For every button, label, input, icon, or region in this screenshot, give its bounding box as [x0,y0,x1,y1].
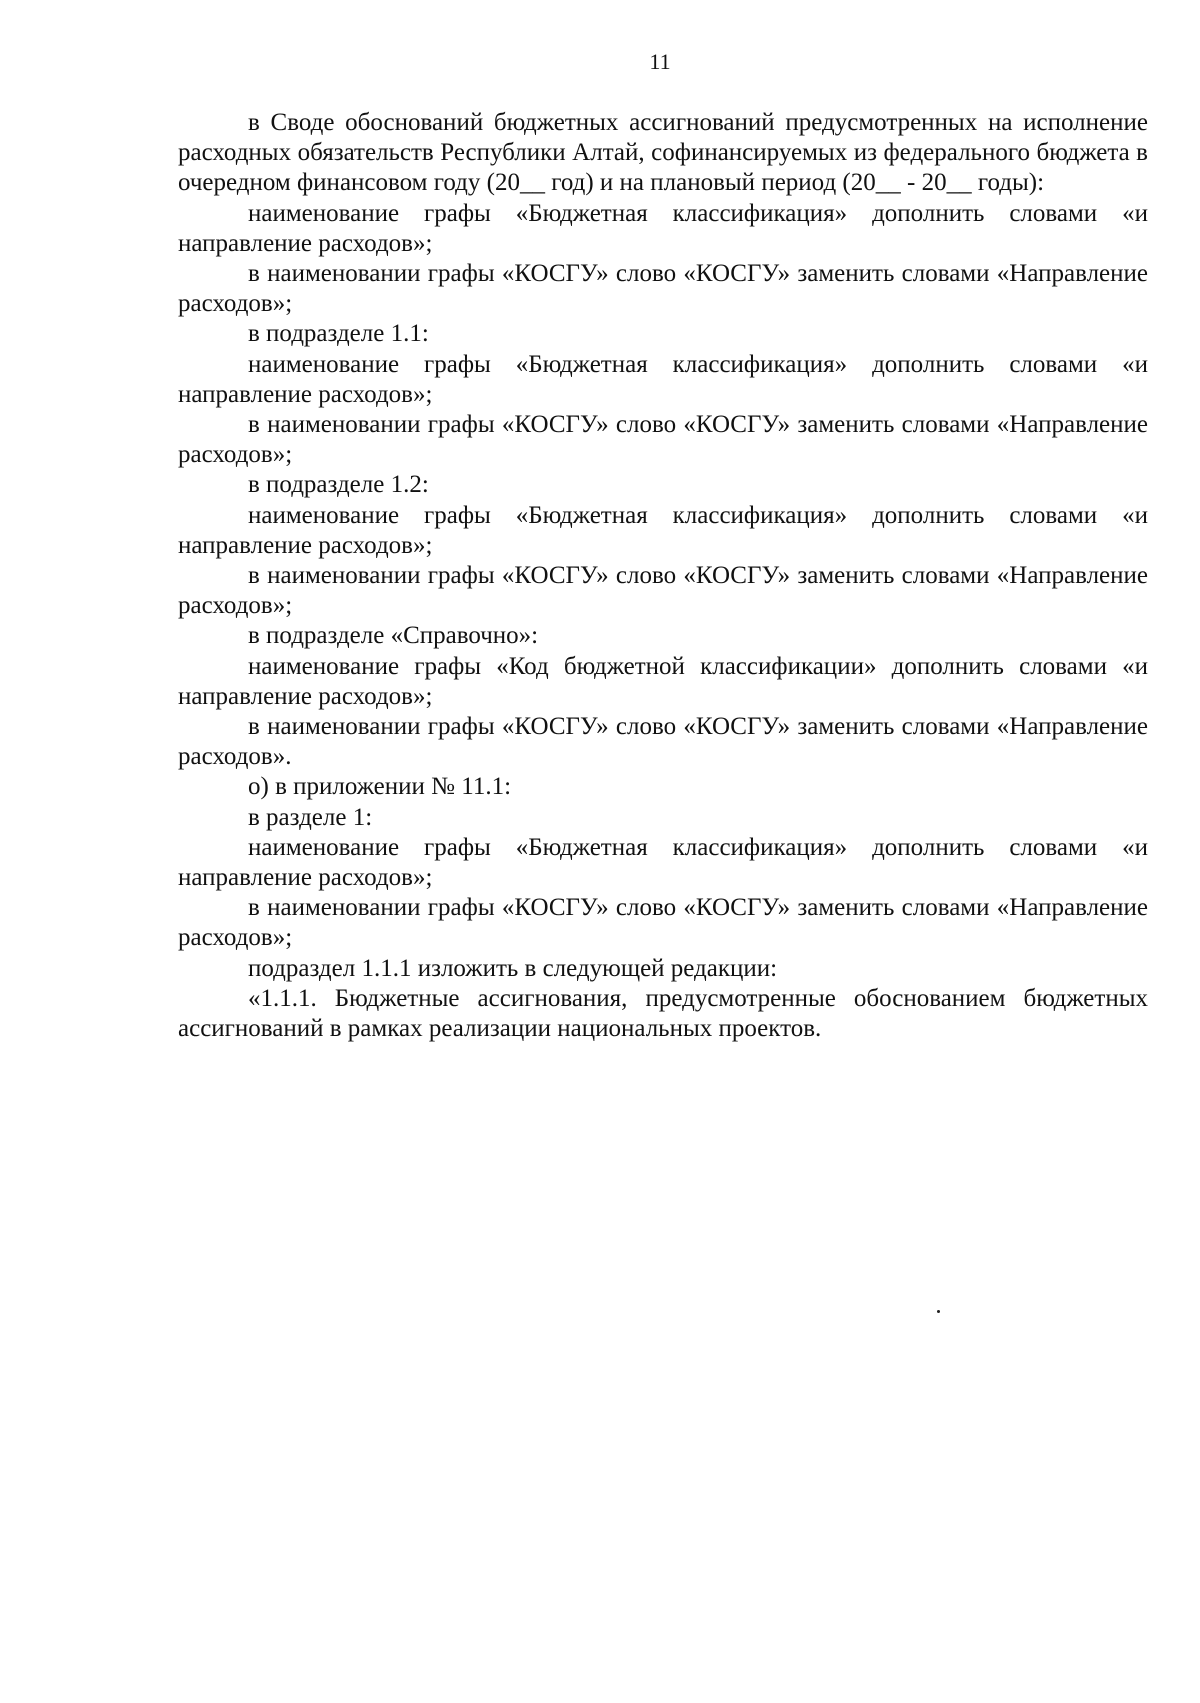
paragraph-section-heading: в разделе 1: [248,803,373,831]
paragraph-appendix-heading: о) в приложении № 11.1: [248,773,512,801]
paragraph: наименование графы «Бюджетная классификация» дополнить словами «и направление расходов»; [178,501,1148,559]
paragraph: наименование графы «Бюджетная классификация» дополнить словами «и направление расходов»; [178,350,1148,408]
document-body [178,108,1148,1044]
paragraph: наименование графы «Бюджетная классификация» дополнить словами «и направление расходов»; [178,199,1148,257]
paragraph: в наименовании графы «КОСГУ» слово «КОСГУ» заменить словами «Направление расходов»; [178,562,1148,620]
paragraph: в наименовании графы «КОСГУ» слово «КОСГУ» заменить словами «Направление расходов»; [178,411,1148,469]
paragraph-subsection-heading: в подразделе 1.1: [248,320,429,348]
paragraph-subsection-heading: в подразделе 1.2: [248,471,429,499]
paragraph: в наименовании графы «КОСГУ» слово «КОСГУ» заменить словами «Направление расходов»; [178,894,1148,952]
page-number: 11 [649,49,671,74]
paragraph: наименование графы «Бюджетная классификация» дополнить словами «и направление расходов»; [178,833,1148,892]
paragraph: в наименовании графы «КОСГУ» слово «КОСГУ» заменить словами «Направление расходов»; [178,260,1148,318]
paragraph-subsection-heading: в подразделе «Справочно»: [248,622,539,650]
paragraph: подраздел 1.1.1 изложить в следующей редакции: [248,954,778,982]
scan-speck [937,1310,940,1313]
paragraph: наименование графы «Код бюджетной классификации» дополнить словами «и направление расходов»; [178,652,1148,710]
paragraph-subsection-1-1-1: «1.1.1. Бюджетные ассигнования, предусмотренные обоснованием бюджетных ассигнований в рамках реализации национальных проектов. [178,984,1148,1043]
paragraph: в наименовании графы «КОСГУ» слово «КОСГУ» заменить словами «Направление расходов». [178,713,1148,771]
paragraph-svod-intro: в Своде обоснований бюджетных ассигнований предусмотренных на исполнение расходных обязательств Республики Алтай, софинансируемых из федерального бюджета в очередном финансовом году (20__ год) и на плановый период (20__ - 20__ годы): [178,109,1148,197]
